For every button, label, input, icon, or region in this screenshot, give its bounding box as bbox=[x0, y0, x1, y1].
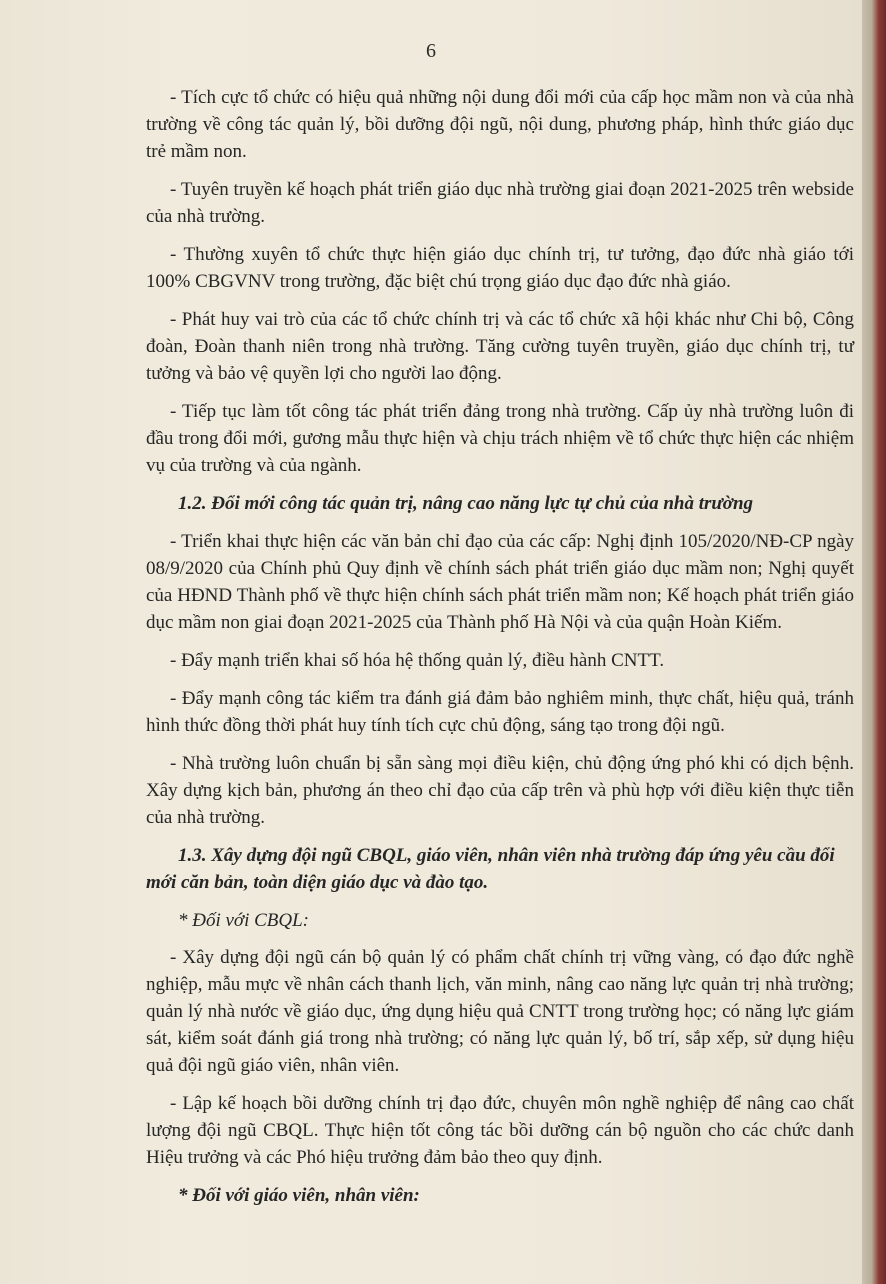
subheading-teachers-staff: * Đối với giáo viên, nhân viên: bbox=[178, 1185, 420, 1206]
paragraph: - Xây dựng đội ngũ cán bộ quản lý có phẩm chất chính trị vững vàng, có đạo đức nghề nghiệp, mẫu mực về nhân cách thanh lịch, văn minh, nâng cao năng lực quản trị nhà trường; quản lý nhà nước về giáo dục, ứng dụng hiệu quả CNTT trong trường học; có năng lực giám sát, kiểm soát đánh giá trong nhà trường; có năng lực quản lý, bố trí, sắp xếp, sử dụng hiệu quả đội ngũ giáo viên, nhân viên. bbox=[146, 947, 854, 1076]
page-number: 6 bbox=[426, 40, 436, 62]
paragraph: - Phát huy vai trò của các tổ chức chính trị và các tổ chức xã hội khác như Chi bộ, Công đoàn, Đoàn thanh niên trong nhà trường. Tăng cường tuyên truyền, giáo dục chính trị, tư tưởng và bảo vệ quyền lợi cho người lao động. bbox=[146, 309, 854, 384]
paragraph: - Tuyên truyền kế hoạch phát triển giáo dục nhà trường giai đoạn 2021-2025 trên webside của nhà trường. bbox=[146, 179, 854, 227]
section-heading-1-3: 1.3. Xây dựng đội ngũ CBQL, giáo viên, nhân viên nhà trường đáp ứng yêu cầu đổi mới căn bản, toàn diện giáo dục và đào tạo. bbox=[146, 845, 835, 893]
paragraph: - Triển khai thực hiện các văn bản chỉ đạo của các cấp: Nghị định 105/2020/NĐ-CP ngày 08/9/2020 của Chính phủ Quy định về chính sách phát triển giáo dục mầm non; Nghị quyết của HĐND Thành phố về thực hiện chính sách phát triển mầm non; Kế hoạch phát triển giáo dục mầm non giai đoạn 2021-2025 của Thành phố Hà Nội và của quận Hoàn Kiếm. bbox=[146, 531, 854, 633]
paragraph: - Lập kế hoạch bồi dưỡng chính trị đạo đức, chuyên môn nghề nghiệp để nâng cao chất lượng đội ngũ CBQL. Thực hiện tốt công tác bồi dưỡng cán bộ nguồn cho các chức danh Hiệu trưởng và các Phó hiệu trưởng đảm bảo theo quy định. bbox=[146, 1093, 854, 1168]
paragraph: - Nhà trường luôn chuẩn bị sẵn sàng mọi điều kiện, chủ động ứng phó khi có dịch bệnh. Xây dựng kịch bản, phương án theo chỉ đạo của cấp trên và phù hợp với điều kiện thực tiễn của nhà trường. bbox=[146, 753, 854, 828]
paragraph: - Tích cực tổ chức có hiệu quả những nội dung đổi mới của cấp học mầm non và của nhà trường về công tác quản lý, bồi dưỡng đội ngũ, nội dung, phương pháp, hình thức giáo dục trẻ mầm non. bbox=[146, 87, 854, 162]
paragraph: - Thường xuyên tổ chức thực hiện giáo dục chính trị, tư tưởng, đạo đức nhà giáo tới 100% CBGVNV trong trường, đặc biệt chú trọng giáo dục đạo đức nhà giáo. bbox=[146, 244, 854, 292]
paragraph: - Tiếp tục làm tốt công tác phát triển đảng trong nhà trường. Cấp ủy nhà trường luôn đi đầu trong đổi mới, gương mẫu thực hiện và chịu trách nhiệm về tổ chức thực hiện các nhiệm vụ của trường và của ngành. bbox=[146, 401, 854, 476]
paragraph: - Đẩy mạnh triển khai số hóa hệ thống quản lý, điều hành CNTT. bbox=[170, 650, 665, 671]
subheading-cbql: * Đối với CBQL: bbox=[178, 910, 309, 931]
paragraph: - Đẩy mạnh công tác kiểm tra đánh giá đảm bảo nghiêm minh, thực chất, hiệu quả, tránh hình thức đồng thời phát huy tính tích cực chủ động, sáng tạo trong đội ngũ. bbox=[146, 688, 854, 736]
page-body bbox=[146, 84, 854, 1219]
book-spine-edge bbox=[862, 0, 886, 1284]
section-heading-1-2: 1.2. Đổi mới công tác quản trị, nâng cao năng lực tự chủ của nhà trường bbox=[178, 493, 754, 514]
